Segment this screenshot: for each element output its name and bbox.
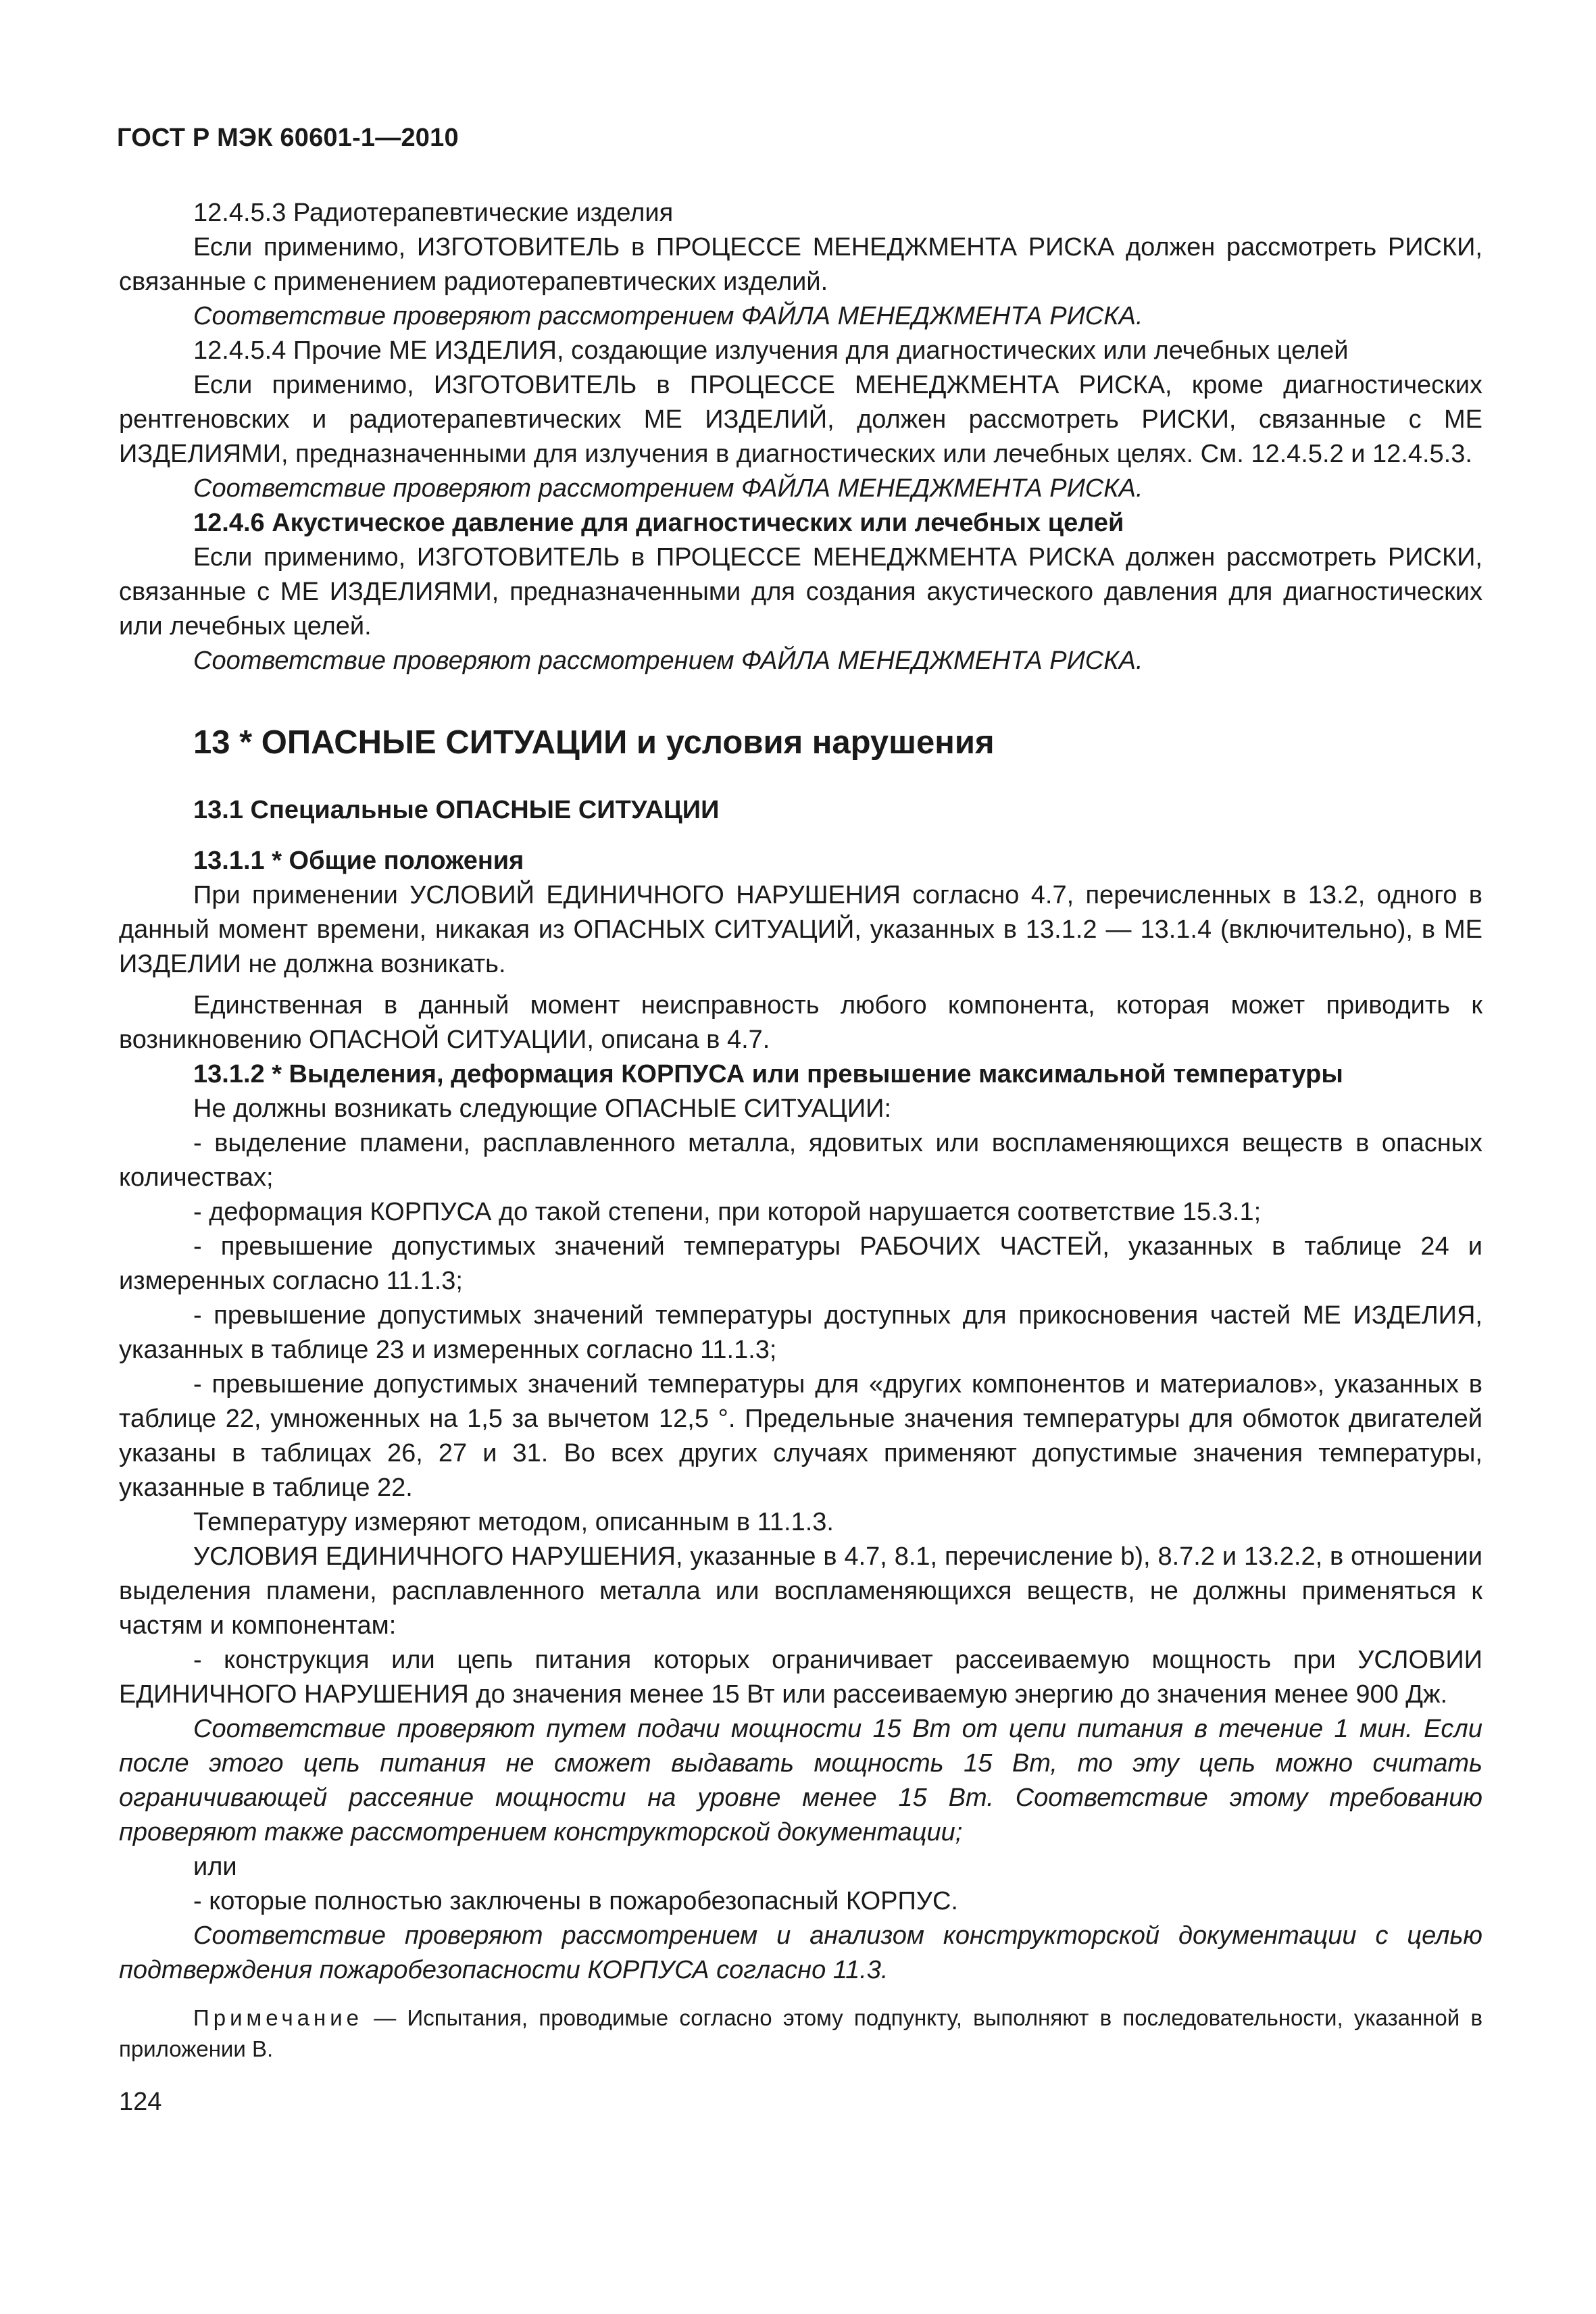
- section-13-1-heading: 13.1 Специальные ОПАСНЫЕ СИТУАЦИИ: [193, 796, 720, 824]
- section-13-1-1-heading: 13.1.1 * Общие положения: [193, 847, 524, 875]
- compliance-check: Соответствие проверяют рассмотрением и анализом конструкторской документации с целью подтверждения пожаробезопасности КОРПУСА согласно 11.3.: [119, 1921, 1482, 1984]
- paragraph: Если применимо, ИЗГОТОВИТЕЛЬ в ПРОЦЕССЕ МЕНЕДЖМЕНТА РИСКА должен рассмотреть РИСКИ, связанные с применением радиотерапевтических изделий.: [119, 233, 1482, 296]
- list-item: - превышение допустимых значений температуры доступных для прикосновения частей МЕ ИЗДЕЛИЯ, указанных в таблице 23 и измеренных согласно 11.1.3;: [119, 1301, 1482, 1364]
- section-13-heading: 13 * ОПАСНЫЕ СИТУАЦИИ и условия нарушения: [193, 724, 995, 761]
- paragraph: Температуру измеряют методом, описанным в 11.1.3.: [193, 1508, 834, 1536]
- standard-header: ГОСТ Р МЭК 60601-1—2010: [117, 124, 459, 152]
- list-item: - превышение допустимых значений температуры РАБОЧИХ ЧАСТЕЙ, указанных в таблице 24 и измеренных согласно 11.1.3;: [119, 1232, 1482, 1295]
- paragraph: При применении УСЛОВИЙ ЕДИНИЧНОГО НАРУШЕНИЯ согласно 4.7, перечисленных в 13.2, одного в данный момент времени, никакая из ОПАСНЫХ СИТУАЦИЙ, указанных в 13.1.2 — 13.1.4 (включительно), в МЕ ИЗДЕЛИИ не должна возникать.: [119, 881, 1482, 978]
- section-13-1-2-heading: 13.1.2 * Выделения, деформация КОРПУСА или превышение максимальной температуры: [193, 1060, 1343, 1088]
- paragraph: Не должны возникать следующие ОПАСНЫЕ СИТУАЦИИ:: [193, 1095, 892, 1123]
- paragraph: УСЛОВИЯ ЕДИНИЧНОГО НАРУШЕНИЯ, указанные в 4.7, 8.1, перечисление b), 8.7.2 и 13.2.2, в отношении выделения пламени, расплавленного металла или воспламеняющихся веществ, не должны применяться к частям и компонентам:: [119, 1542, 1482, 1640]
- page-number: 124: [119, 2088, 162, 2116]
- list-item: - конструкция или цепь питания которых ограничивает рассеиваемую мощность при УСЛОВИИ ЕДИНИЧНОГО НАРУШЕНИЯ до значения менее 15 Вт или рассеиваемую энергию до значения менее 900 Дж.: [119, 1646, 1482, 1709]
- list-item: - которые полностью заключены в пожаробезопасный КОРПУС.: [193, 1887, 958, 1915]
- paragraph: Если применимо, ИЗГОТОВИТЕЛЬ в ПРОЦЕССЕ МЕНЕДЖМЕНТА РИСКА, кроме диагностических рентгеновских и радиотерапевтических МЕ ИЗДЕЛИЙ, должен рассмотреть РИСКИ, связанные с МЕ ИЗДЕЛИЯМИ, предназначенными для излучения в диагностических или лечебных целях. См. 12.4.5.2 и 12.4.5.3.: [119, 371, 1482, 468]
- clause-12-4-5-3-title: 12.4.5.3 Радиотерапевтические изделия: [193, 199, 674, 227]
- paragraph: Если применимо, ИЗГОТОВИТЕЛЬ в ПРОЦЕССЕ МЕНЕДЖМЕНТА РИСКА должен рассмотреть РИСКИ, связанные с МЕ ИЗДЕЛИЯМИ, предназначенными для создания акустического давления для диагностических или лечебных целей.: [119, 543, 1482, 640]
- paragraph: Единственная в данный момент неисправность любого компонента, которая может приводить к возникновению ОПАСНОЙ СИТУАЦИИ, описана в 4.7.: [119, 991, 1482, 1054]
- note: [119, 2003, 1482, 2065]
- paragraph: или: [193, 1853, 237, 1881]
- note-text: — Испытания, проводимые согласно этому подпункту, выполняют в последовательности, указанной в приложении В.: [119, 2005, 1482, 2061]
- compliance-check: Соответствие проверяют рассмотрением ФАЙЛА МЕНЕДЖМЕНТА РИСКА.: [193, 474, 1143, 503]
- note-label: Примечание: [193, 2005, 364, 2030]
- list-item: - выделение пламени, расплавленного металла, ядовитых или воспламеняющихся веществ в опасных количествах;: [119, 1129, 1482, 1192]
- compliance-check: Соответствие проверяют путем подачи мощности 15 Вт от цепи питания в течение 1 мин. Если после этого цепь питания не сможет выдавать мощность 15 Вт, то эту цепь можно считать ограничивающей рассеяние мощности на уровне менее 15 Вт. Соответствие этому требованию проверяют также рассмотрением конструкторской документации;: [119, 1715, 1482, 1846]
- compliance-check: Соответствие проверяют рассмотрением ФАЙЛА МЕНЕДЖМЕНТА РИСКА.: [193, 302, 1143, 330]
- clause-12-4-6-heading: 12.4.6 Акустическое давление для диагностических или лечебных целей: [193, 509, 1124, 537]
- list-item: - деформация КОРПУСА до такой степени, при которой нарушается соответствие 15.3.1;: [193, 1198, 1262, 1226]
- page-body: [119, 196, 1482, 2119]
- compliance-check: Соответствие проверяют рассмотрением ФАЙЛА МЕНЕДЖМЕНТА РИСКА.: [193, 647, 1143, 675]
- clause-12-4-5-4-title: 12.4.5.4 Прочие МЕ ИЗДЕЛИЯ, создающие излучения для диагностических или лечебных целей: [193, 336, 1349, 365]
- list-item: - превышение допустимых значений температуры для «других компонентов и материалов», указанных в таблице 22, умноженных на 1,5 за вычетом 12,5 °. Предельные значения температуры для обмоток двигателей указаны в таблицах 26, 27 и 31. Во всех других случаях применяют допустимые значения температуры, указанные в таблице 22.: [119, 1370, 1482, 1502]
